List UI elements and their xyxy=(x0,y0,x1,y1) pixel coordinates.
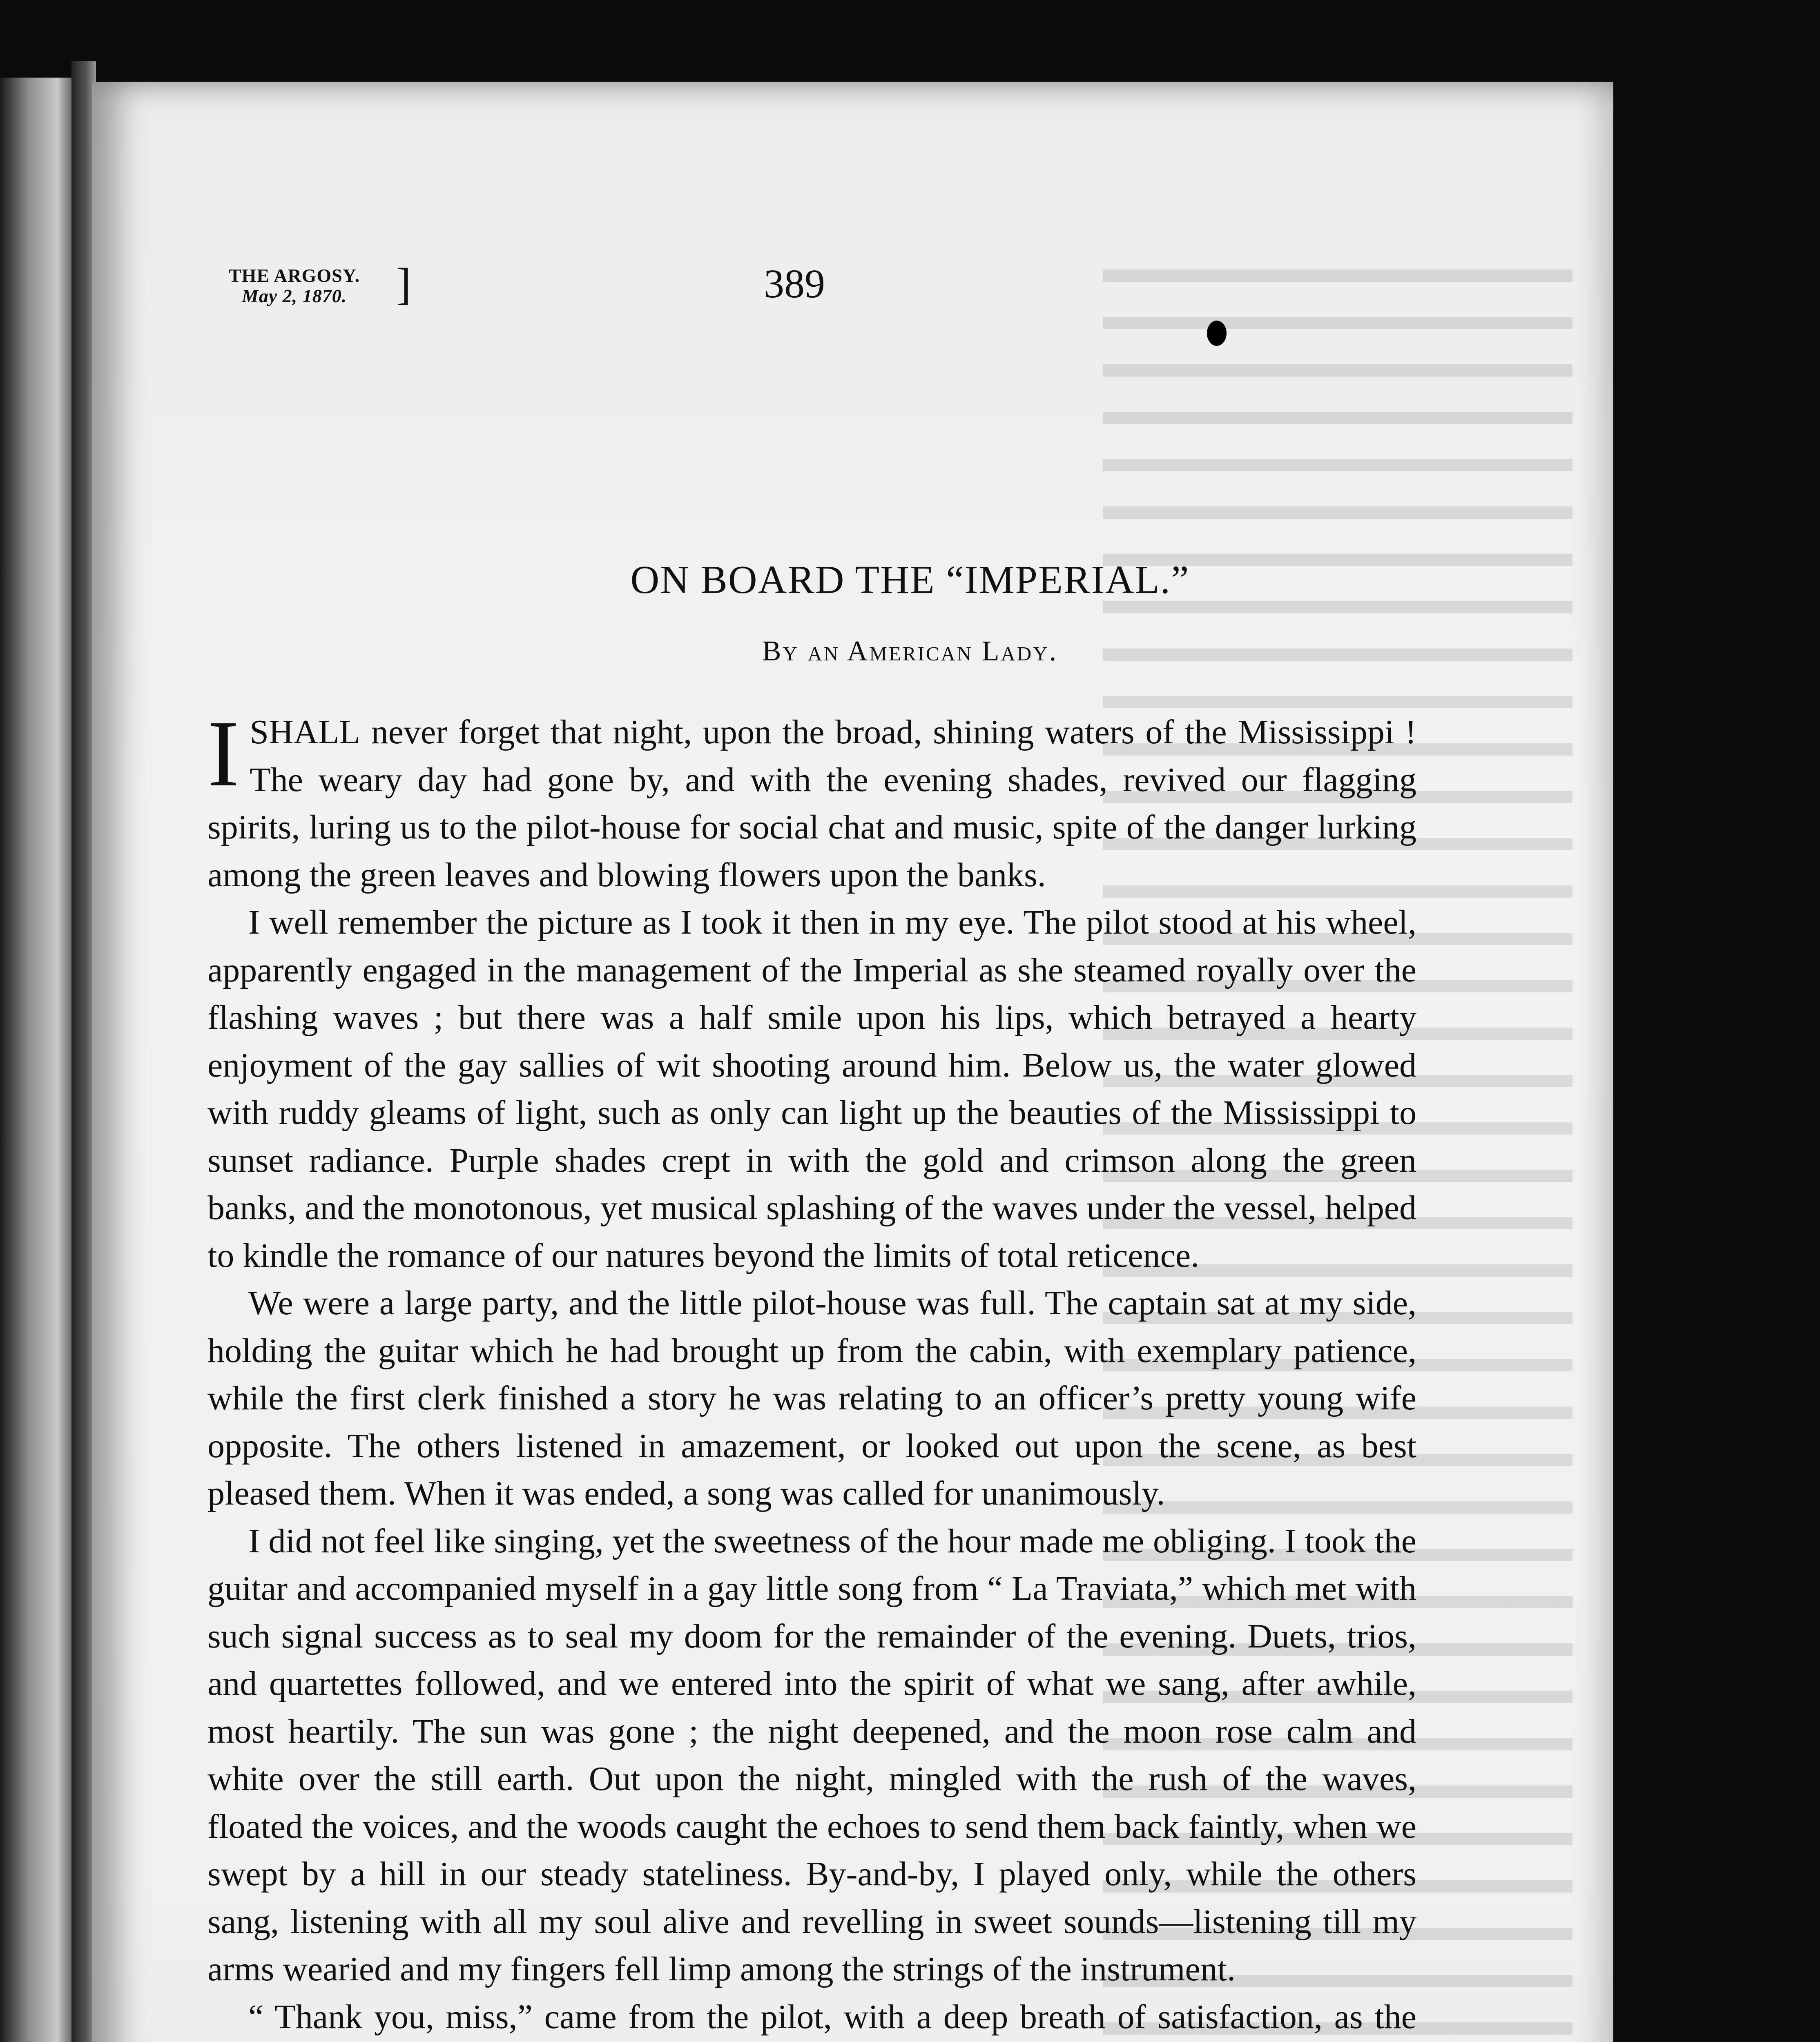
running-head xyxy=(229,265,360,306)
drop-cap: I xyxy=(207,701,239,806)
paragraph-5: “ Thank you, miss,” came from the pilot, with a deep breath of satisfaction, as the xyxy=(248,1997,1416,2036)
paragraph-3: We were a large party, and the little pilot-house was full. The captain sat at my side, holding the guitar which he had brought up from the cabin, with exemplary patience, while the first clerk finished a story he was relating to an officer’s pretty young wife opposite. The others listened in amazement, or looked out upon the scene, as best pleased them. When it was ended, a song was called for unanimously. xyxy=(207,1284,1416,1512)
running-head-bracket: ] xyxy=(396,259,411,309)
paragraph-2: I well remember the picture as I took it then in my eye. The pilot stood at his wheel, apparently engaged in the management of the Imperial as she steamed royally over the flashing waves ; but there was a half smile upon his lips, which betrayed a hearty enjoyment of the gay sallies of wit shooting around him. Below us, the water glowed with ruddy gleams of light, such as only can light up the beauties of the Mississippi to sunset radiance. Purple shades crept in with the gold and crimson along the green banks, and the monotonous, yet musical splashing of the waves under the vessel, helped to kindle the romance of our natures beyond the limits of total reticence. xyxy=(207,903,1416,1275)
article-body xyxy=(207,701,1416,2042)
paragraph-4: I did not feel like singing, yet the sweetness of the hour made me obliging. I took the guitar and accompanied myself in a gay little song from “ La Traviata,” which met with such signal success as to seal my doom for the remainder of the evening. Duets, trios, and quartettes followed, and we entered into the spirit of what we sang, after awhile, most heartily. The sun was gone ; the night deepened, and the moon rose calm and white over the still earth. Out upon the night, mingled with the rush of the waves, floated the voices, and the woods caught the echoes to send them back faintly, when we swept by a hill in our steady stateliness. By-and-by, I played only, while the others sang, listening with all my soul alive and revelling in sweet sounds—listening till my arms wearied and my fingers fell limp among the strings of the instrument. xyxy=(207,1522,1416,1988)
running-head-date: May 2, 1870. xyxy=(241,285,347,306)
running-head-title: THE ARGOSY. xyxy=(229,265,360,286)
article-title: ON BOARD THE “IMPERIAL.” xyxy=(630,558,1190,602)
paragraph-1 xyxy=(207,701,1416,899)
previous-page-edge xyxy=(0,78,71,2042)
article-byline: By an American Lady. xyxy=(762,635,1058,667)
ink-spot xyxy=(1207,321,1227,346)
page-number: 389 xyxy=(764,261,825,306)
paragraph-text: never forget that night, upon the broad, shining waters of the Mississippi ! The weary day had gone by, and with the evening shades, revived our flagging spirits, luring us to the pilot-house for social chat and music, spite of the danger lurking among the green leaves and blowing flowers upon the banks. xyxy=(207,713,1416,894)
opening-word: SHALL xyxy=(250,713,360,751)
